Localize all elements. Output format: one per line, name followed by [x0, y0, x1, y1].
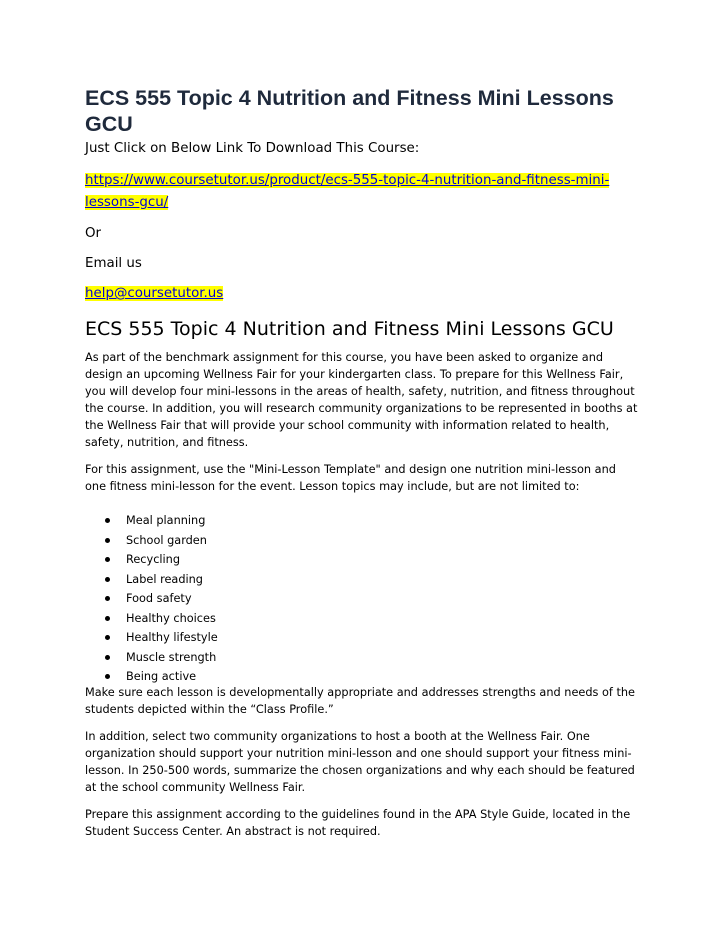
- course-link[interactable]: [85, 170, 640, 214]
- list-item: Healthy lifestyle: [105, 628, 640, 648]
- section-heading: ECS 555 Topic 4 Nutrition and Fitness Mini Lessons GCU: [85, 318, 614, 340]
- course-link-line-1[interactable]: https://www.coursetutor.us/product/ecs-555-topic-4-nutrition-and-fitness-mini-: [85, 173, 610, 188]
- bullet-icon: [105, 596, 110, 601]
- or-text: Or: [85, 226, 102, 241]
- bullet-icon: [105, 655, 110, 660]
- organizations-paragraph: In addition, select two community organizations to host a booth at the Wellness Fair. One organization should support your nutrition mini-lesson and one should support your fitness mini-lesson. In 250-500 words, summarize the chosen organizations and why each should be featured at the school community Wellness Fair.: [85, 729, 635, 794]
- intro-paragraph: As part of the benchmark assignment for this course, you have been asked to organize and design an upcoming Wellness Fair for your kindergarten class. To prepare for this Wellness Fair, you will develop four mini-lessons in the areas of health, safety, nutrition, and fitness throughout the course. In addition, you will research community organizations to be represented in booths at the Wellness Fair that will provide your school community with information related to health, safety, nutrition, and fitness.: [85, 351, 638, 449]
- bullet-icon: [105, 577, 110, 582]
- document-title: ECS 555 Topic 4 Nutrition and Fitness Mini Lessons GCU: [85, 86, 614, 136]
- bullet-icon: [105, 538, 110, 543]
- list-item: Healthy choices: [105, 609, 640, 629]
- email-label: Email us: [85, 256, 142, 271]
- download-instruction: Just Click on Below Link To Download This Course:: [85, 141, 420, 156]
- list-item: Food safety: [105, 589, 640, 609]
- list-item: Being active: [105, 667, 640, 687]
- bullet-icon: [105, 518, 110, 523]
- document-page: [85, 85, 640, 840]
- email-link[interactable]: help@coursetutor.us: [85, 286, 224, 301]
- bullet-icon: [105, 616, 110, 621]
- bullet-icon: [105, 635, 110, 640]
- assignment-paragraph: For this assignment, use the "Mini-Lesson Template" and design one nutrition mini-lesson and one fitness mini-lesson for the event. Lesson topics may include, but are not limited to:: [85, 463, 616, 493]
- list-item: Muscle strength: [105, 648, 640, 668]
- list-item: School garden: [105, 531, 640, 551]
- list-item: Meal planning: [105, 511, 640, 531]
- bullet-icon: [105, 674, 110, 679]
- apa-paragraph: Prepare this assignment according to the guidelines found in the APA Style Guide, located in the Student Success Center. An abstract is not required.: [85, 807, 631, 838]
- topic-list: [85, 511, 640, 687]
- course-link-line-2[interactable]: lessons-gcu/: [85, 195, 169, 210]
- list-item: Recycling: [105, 550, 640, 570]
- list-item: Label reading: [105, 570, 640, 590]
- email-link-wrap: [85, 285, 640, 303]
- appropriateness-paragraph: Make sure each lesson is developmentally appropriate and addresses strengths and needs of the students depicted within the “Class Profile.”: [85, 685, 636, 716]
- bullet-icon: [105, 557, 110, 562]
